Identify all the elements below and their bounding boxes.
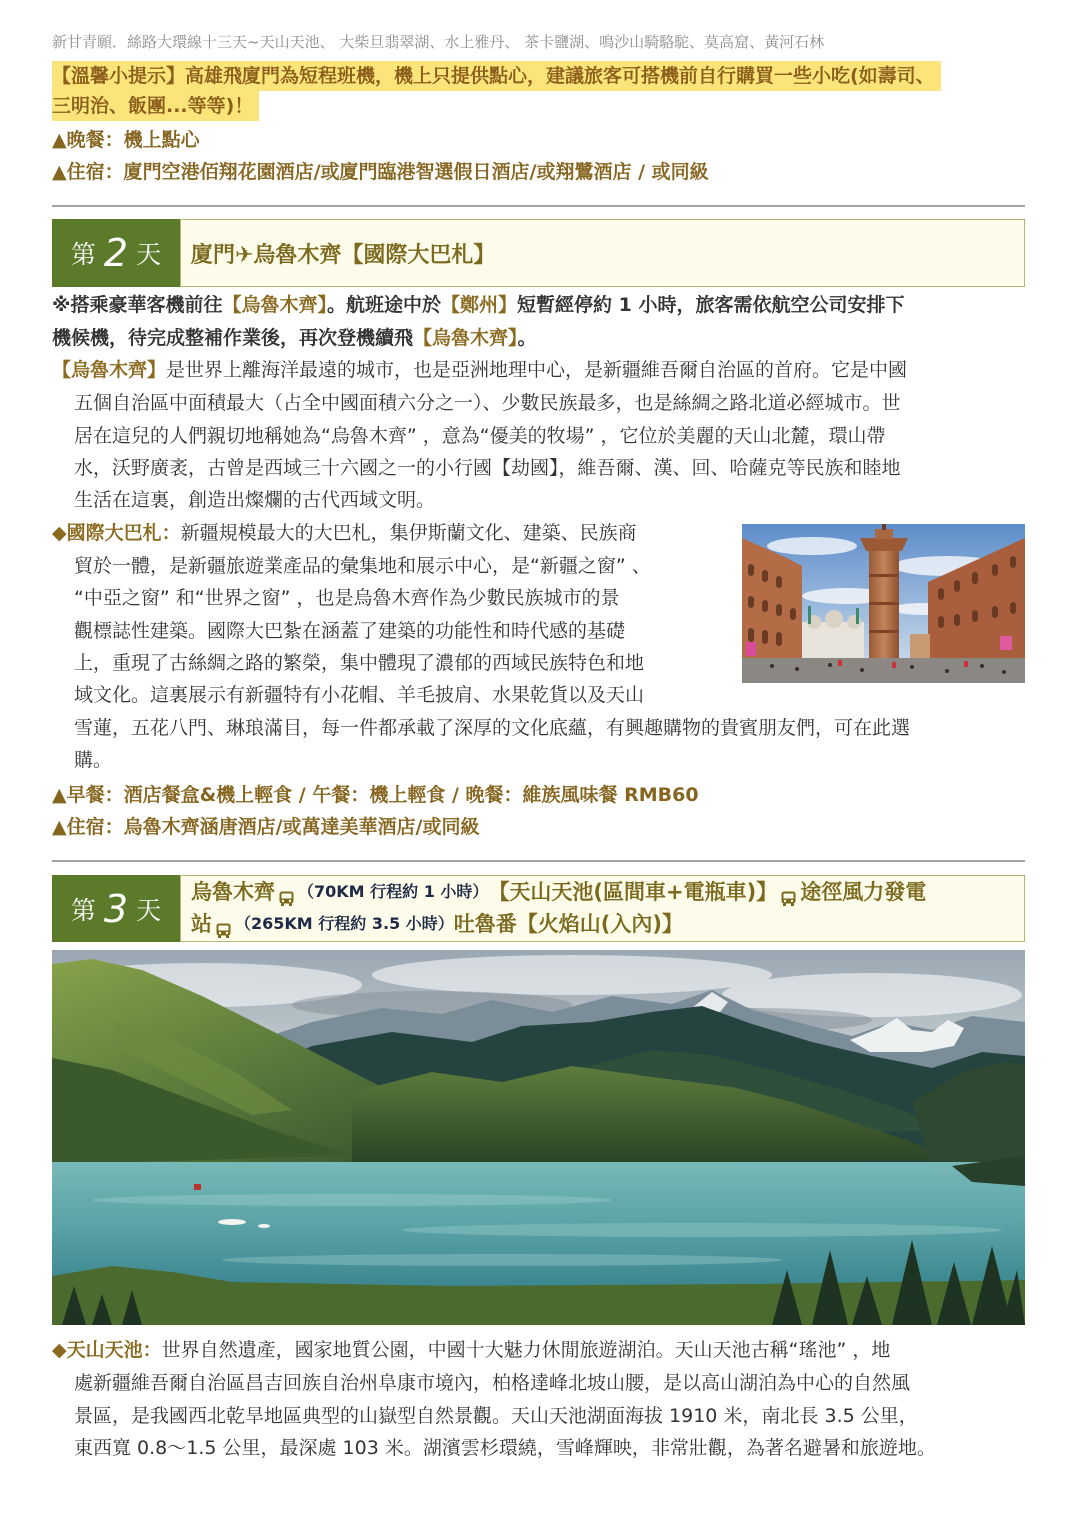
bazaar-line: 購。 <box>74 749 113 771</box>
lake <box>52 1156 1025 1287</box>
document-header: 新甘青願．絲路大環線十三天~天山天池、 大柴旦翡翠湖、水上雅丹、 茶卡鹽湖、鳴沙山騎駱駝、莫高窟、黃河石林 <box>52 33 825 51</box>
urumqi-line: 【烏魯木齊】是世界上離海洋最遠的城市，也是亞洲地理中心，是新疆維吾爾自治區的首府。它是中國 <box>52 359 908 381</box>
urumqi-line: 五個自治區中面積最大（占全中國面積六分之一）、少數民族最多，也是絲綢之路北道必經城市。世 <box>74 392 901 414</box>
day-number: 3 <box>103 886 129 931</box>
flight-note-line-1: ※搭乘豪華客機前往【烏魯木齊】。航班途中於【鄭州】短暫經停約 1 小時，旅客需依航空公司安排下 <box>52 294 905 316</box>
day3-header <box>52 875 1025 942</box>
travel-duration: （70KM 行程約 1 小時） <box>298 882 489 901</box>
tianchi-line: 處新疆維吾爾自治區昌吉回族自治州阜康市境內，柏格達峰北坡山腰，是以高山湖泊為中心的自然風 <box>74 1372 911 1394</box>
day3-title-line-2: 站 （265KM 行程約 3.5 小時） 吐魯番【火焰山(入內)】 <box>191 908 1024 940</box>
section-divider <box>52 205 1025 207</box>
urumqi-line: 水，沃野廣袤，古曾是西域三十六國之一的小行國【劫國】，維吾爾、漢、回、哈薩克等民族和睦地 <box>74 457 901 479</box>
tianchi-line: 東西寬 0.8～1.5 公里，最深處 103 米。湖濱雲杉環繞，雪峰輝映，非常壯觀，為著名避暑和旅遊地。 <box>74 1437 936 1459</box>
bazaar-line: 上，重現了古絲綢之路的繁榮，集中體現了濃郁的西域民族特色和地 <box>74 652 645 674</box>
bazaar-label: ◆國際大巴札： <box>52 522 181 544</box>
city-highlight: 【烏魯木齊】 <box>413 327 518 349</box>
urumqi-line: 生活在這裏，創造出燦爛的古代西域文明。 <box>74 489 436 511</box>
day3-label: 第 3 天 <box>52 875 180 942</box>
day-number: 2 <box>103 231 129 275</box>
bazaar-line: 貿於一體，是新疆旅遊業產品的彙集地和展示中心，是“新疆之窗” 、 <box>74 555 651 577</box>
bus-icon <box>780 884 797 901</box>
travel-duration: （265KM 行程約 3.5 小時） <box>235 914 454 933</box>
tianchi-label: ◆天山天池： <box>52 1339 162 1361</box>
tianchi-line: 景區，是我國西北乾旱地區典型的山嶽型自然景觀。天山天池湖面海拔 1910 米，南北長 3.5 公里， <box>74 1405 918 1427</box>
tianchi-line: ◆天山天池：世界自然遺產，國家地質公園，中國十大魅力休閒旅遊湖泊。天山天池古稱“瑤池” ，地 <box>52 1339 891 1361</box>
day2-title: 廈門✈烏魯木齊【國際大巴札】 <box>180 219 1025 287</box>
city-highlight: 【烏魯木齊】 <box>222 294 327 316</box>
urumqi-line: 居在這兒的人們親切地稱她為“烏魯木齊” ，意為“優美的牧場” ，它位於美麗的天山北麓，環山帶 <box>74 425 886 447</box>
day2-lodging: ▲住宿：烏魯木齊涵唐酒店/或萬達美華酒店/或同級 <box>52 816 480 838</box>
bazaar-line: 觀標誌性建築。國際大巴紮在涵蓋了建築的功能性和時代感的基礎 <box>74 620 626 642</box>
day1-lodging: ▲住宿：廈門空港佰翔花園酒店/或廈門臨港智選假日酒店/或翔鷺酒店 / 或同級 <box>52 161 709 183</box>
bazaar-line: “中亞之窗” 和“世界之窗” ，也是烏魯木齊作為少數民族城市的景 <box>74 587 620 609</box>
day2-header <box>52 219 1025 287</box>
day2-meals: ▲早餐：酒店餐盒&機上輕食 / 午餐：機上輕食 / 晚餐：維族風味餐 RMB60 <box>52 784 699 806</box>
bus-icon <box>215 916 232 933</box>
bazaar-line: ◆國際大巴札：新疆規模最大的大巴札，集伊斯蘭文化、建築、民族商 <box>52 522 637 544</box>
bus-icon <box>278 884 295 901</box>
section-divider <box>52 860 1025 862</box>
grand-bazaar-photo <box>742 524 1025 683</box>
day3-title <box>180 875 1025 942</box>
tianchi-lake-photo <box>52 950 1025 1325</box>
flight-note-line-2: 機候機，待完成整補作業後，再次登機續飛【烏魯木齊】。 <box>52 327 537 349</box>
urumqi-label: 【烏魯木齊】 <box>52 359 167 381</box>
day2-label: 第 2 天 <box>52 219 180 287</box>
city-highlight: 【鄭州】 <box>441 294 518 316</box>
bazaar-line: 雪蓮，五花八門、琳琅滿目，每一件都承載了深厚的文化底蘊，有興趣購物的貴賓朋友們，可在此選 <box>74 717 911 739</box>
day3-title-line-1: 烏魯木齊 （70KM 行程約 1 小時） 【天山天池(區間車+電瓶車)】 途徑風力發電 <box>191 876 1024 908</box>
tip-line-1: 【溫馨小提示】高雄飛廈門為短程班機，機上只提供點心，建議旅客可搭機前自行購買一些小吃(如壽司、 <box>52 61 1027 91</box>
bazaar-line: 域文化。這裏展示有新疆特有小花帽、羊毛披肩、水果乾貨以及天山 <box>74 684 645 706</box>
day1-dinner: ▲晚餐：機上點心 <box>52 129 200 151</box>
tip-line-2: 三明治、飯團...等等)！ <box>52 91 1027 121</box>
